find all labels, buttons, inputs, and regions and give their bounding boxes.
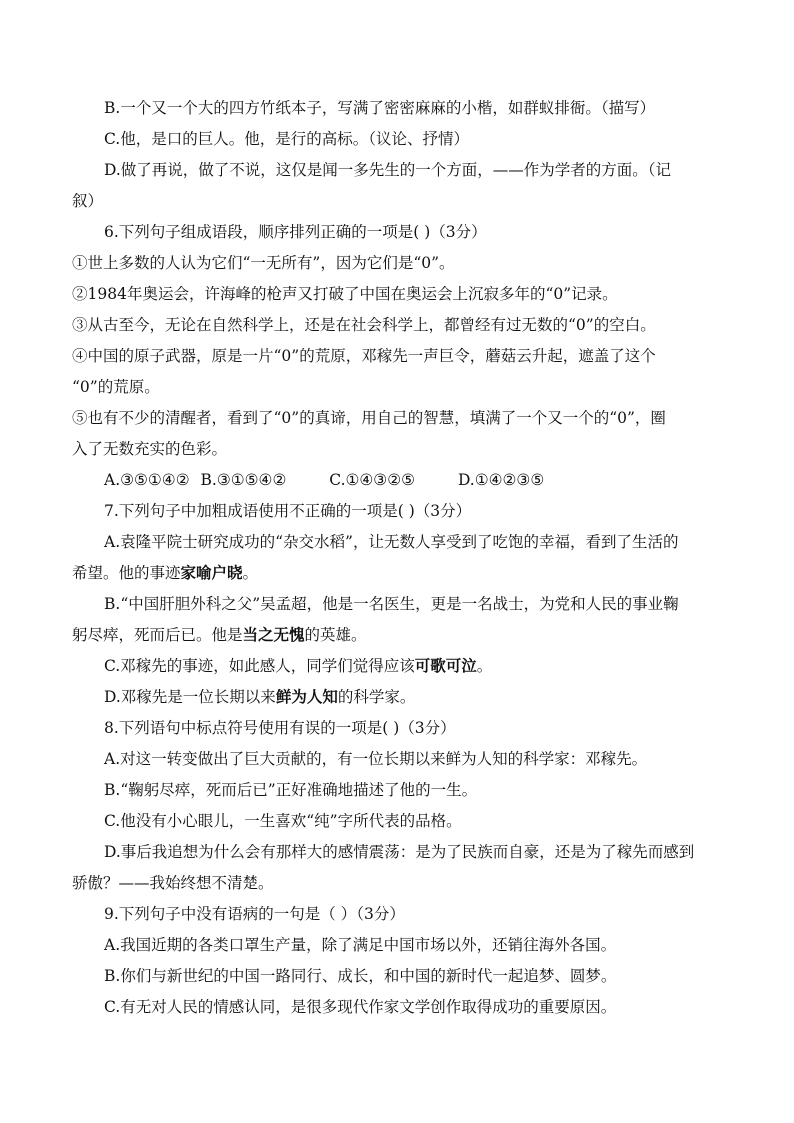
q7-option-a-cont: 希望。他的事迹家喻户晓。 xyxy=(72,563,259,582)
q6-stem: 6.下列句子组成语段，顺序排列正确的一项是( )（3分） xyxy=(104,223,487,241)
q7-stem: 7.下列句子中加粗成语使用不正确的一项是( )（3分） xyxy=(104,502,472,520)
q6-sentence-4: ④中国的原子武器，原是一片“0”的荒原，邓稼先一声巨令，蘑菇云升起，遮盖了这个 xyxy=(72,347,656,365)
q6-sentence-4-cont: “0”的荒原。 xyxy=(72,378,160,396)
q5-option-b: B.一个又一个大的四方竹纸本子，写满了密密麻麻的小楷，如群蚁排衙。（描写） xyxy=(104,99,656,117)
q7-option-a: A.袁隆平院士研究成功的“杂交水稻”，让无数人享受到了吃饱的幸福，看到了生活的 xyxy=(104,533,679,551)
q9-option-b: B.你们与新世纪的中国一路同行、成长，和中国的新时代一起追梦、圆梦。 xyxy=(104,967,617,985)
q5-option-d: D.做了再说，做了不说，这仅是闻一多先生的一个方面，——作为学者的方面。（记 xyxy=(104,161,672,179)
q6-sentence-5: ⑤也有不少的清醒者，看到了“0”的真谛，用自己的智慧，填满了一个又一个的“0”，圈 xyxy=(72,409,666,427)
q6-sentence-3: ③从古至今，无论在自然科学上，还是在社会科学上，都曾经有过无数的“0”的空白。 xyxy=(72,316,656,334)
q6-option-c: C.①④③②⑤ xyxy=(329,471,415,489)
q5-option-c: C.他，是口的巨人。他，是行的高标。（议论、抒情） xyxy=(104,130,469,148)
q9-stem: 9.下列句子中没有语病的一句是（ ）（3分） xyxy=(104,905,405,923)
bold-idiom: 可歌可泣 xyxy=(414,656,477,675)
q9-option-a: A.我国近期的各类口罩生产量，除了满足中国市场以外，还销往海外各国。 xyxy=(104,936,617,954)
bold-idiom: 鲜为人知 xyxy=(275,687,338,706)
q7-option-c: C.邓稼先的事迹，如此感人，同学们觉得应该可歌可泣。 xyxy=(104,656,493,675)
q7-option-b-cont: 躬尽瘁，死而后已。他是当之无愧的英雄。 xyxy=(72,625,367,644)
q6-options xyxy=(0,470,794,490)
q6-sentence-1: ①世上多数的人认为它们“一无所有”，因为它们是“0”。 xyxy=(72,254,455,272)
q8-option-d-cont: 骄傲？——我始终想不清楚。 xyxy=(72,874,274,892)
q6-option-d: D.①④②③⑤ xyxy=(457,471,545,489)
bold-idiom: 当之无愧 xyxy=(242,625,305,644)
bold-idiom: 家喻户晓 xyxy=(180,563,243,582)
q6-option-b: B.③①⑤④② xyxy=(200,471,287,489)
q8-option-b: B.“鞠躬尽瘁，死而后已”正好准确地描述了他的一生。 xyxy=(104,781,478,799)
q9-option-c: C.有无对人民的情感认同，是很多现代作家文学创作取得成功的重要原因。 xyxy=(104,998,617,1016)
q7-option-d: D.邓稼先是一位长期以来鲜为人知的科学家。 xyxy=(104,687,416,706)
q6-option-a: A.③⑤①④② xyxy=(104,471,190,489)
q7-option-b: B.“中国肝胆外科之父”吴孟超，他是一名医生，更是一名战士，为党和人民的事业鞠 xyxy=(104,595,679,613)
q8-option-c: C.他没有小心眼儿，一生喜欢“纯”字所代表的品格。 xyxy=(104,812,462,830)
q6-sentence-5-cont: 入了无数充实的色彩。 xyxy=(72,440,228,458)
q8-option-d: D.事后我追想为什么会有那样大的感情震荡：是为了民族而自豪，还是为了稼先而感到 xyxy=(104,843,695,861)
q6-sentence-2: ②1984年奥运会，许海峰的枪声又打破了中国在奥运会上沉寂多年的“0”记录。 xyxy=(72,285,618,303)
q8-stem: 8.下列语句中标点符号使用有误的一项是( )（3分） xyxy=(104,719,456,737)
q8-option-a: A.对这一转变做出了巨大贡献的，有一位长期以来鲜为人知的科学家：邓稼先。 xyxy=(104,750,648,768)
q5-option-d-cont: 叙） xyxy=(72,192,104,210)
